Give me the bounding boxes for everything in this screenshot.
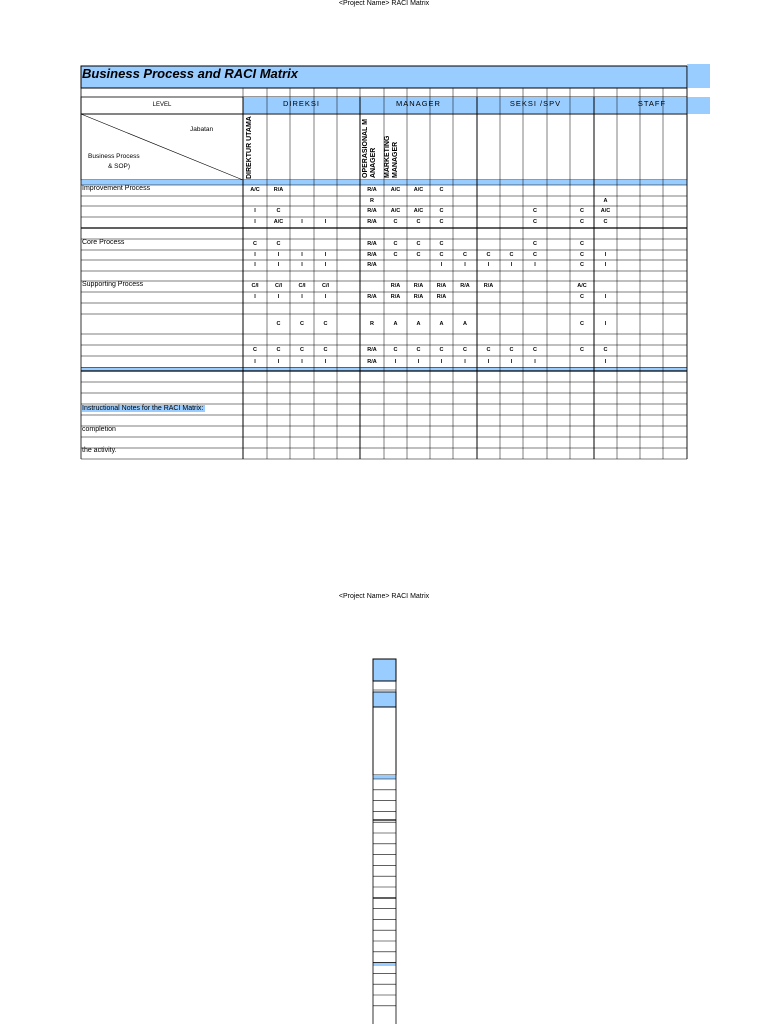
raci-cell: R/A <box>367 347 377 353</box>
raci-cell: C <box>393 241 398 247</box>
raci-cell: I <box>604 262 607 268</box>
raci-cell: I <box>534 262 536 268</box>
group-seksi: SEKSI /SPV <box>509 99 562 108</box>
raci-cell: C <box>603 347 608 353</box>
raci-cell: C <box>439 187 444 193</box>
raci-cell: C <box>300 347 304 353</box>
raci-cell: A/C <box>273 219 284 225</box>
raci-cell: C <box>533 347 537 353</box>
notes-completion: completion <box>82 426 116 433</box>
raci-cell: C <box>580 241 584 247</box>
raci-cell: I <box>324 219 327 225</box>
raci-cell: I <box>301 359 303 365</box>
raci-cell: A <box>393 321 398 327</box>
page-header-bottom: <Project Name> RACI Matrix <box>338 593 430 600</box>
raci-cell: C <box>393 347 398 353</box>
raci-cell: C <box>439 347 444 353</box>
raci-cell: C <box>486 252 491 258</box>
raci-cell: I <box>277 262 280 268</box>
page2-group-header <box>373 692 396 707</box>
group-manager: MANAGER <box>396 99 441 108</box>
raci-cell: C <box>509 347 514 353</box>
raci-cell: C <box>323 321 328 327</box>
raci-cell: C <box>580 347 584 353</box>
raci-cell: I <box>277 252 280 258</box>
section-improvement: Improvement Process <box>82 185 151 192</box>
role-operasional-manager: OPERASIONAL MANAGER <box>362 119 377 178</box>
raci-cell: C <box>416 252 421 258</box>
diagonal-line <box>81 114 243 180</box>
raci-cell: A <box>416 321 421 327</box>
raci-cell: C <box>533 219 537 225</box>
role-marketing-manager: MARKETING MANAGER <box>384 135 399 178</box>
raci-cell: I <box>487 262 490 268</box>
page-title: Business Process and RACI Matrix <box>82 66 299 81</box>
raci-cell: A/C <box>390 187 401 193</box>
group-staff: STAFF <box>637 99 667 108</box>
raci-cell: I <box>487 359 490 365</box>
raci-cell: R/A <box>367 208 377 214</box>
raci-cell: C <box>509 252 514 258</box>
raci-cell: A <box>463 321 467 327</box>
raci-cell: R/A <box>483 283 494 289</box>
raci-cell: C <box>486 347 491 353</box>
raci-cell: I <box>254 294 256 300</box>
raci-cell: A <box>439 321 444 327</box>
raci-cell: R/A <box>367 262 377 268</box>
raci-cell: C <box>580 321 584 327</box>
raci-cell: C <box>580 262 584 268</box>
raci-cell: C/I <box>274 283 283 289</box>
raci-cell: R/A <box>390 283 401 289</box>
raci-cell: R/A <box>413 283 424 289</box>
raci-cell: C <box>463 252 467 258</box>
raci-cell: C <box>276 321 281 327</box>
raci-cell: I <box>604 359 607 365</box>
raci-cell: C <box>276 347 281 353</box>
raci-cell: I <box>301 252 303 258</box>
raci-cell: C <box>439 252 444 258</box>
raci-cell: I <box>254 219 256 225</box>
raci-cell: I <box>394 359 397 365</box>
page2-separator <box>373 775 396 779</box>
raci-cell: C/I <box>251 283 259 289</box>
raci-cell: R/A <box>460 283 470 289</box>
raci-cell: C <box>276 208 281 214</box>
raci-cell: A/C <box>250 187 260 193</box>
raci-cell: I <box>440 359 443 365</box>
raci-cell: I <box>464 359 466 365</box>
raci-cell: R/A <box>390 294 401 300</box>
raci-cell: A/C <box>413 187 424 193</box>
raci-cell: R/A <box>367 359 377 365</box>
raci-cell: C <box>533 208 537 214</box>
raci-cell: A/C <box>577 283 587 289</box>
raci-cell: I <box>324 294 327 300</box>
raci-cell: R/A <box>367 187 377 193</box>
raci-cell: C <box>300 321 304 327</box>
raci-cell: I <box>254 208 256 214</box>
raci-cell: C <box>603 219 608 225</box>
raci-cell: R/A <box>436 294 447 300</box>
raci-cell: C <box>533 252 537 258</box>
raci-cell: R <box>370 321 374 327</box>
notes-title: Instructional Notes for the RACI Matrix: <box>82 405 204 412</box>
level-label: LEVEL <box>152 102 172 108</box>
raci-cell: I <box>277 359 280 365</box>
raci-cell: C <box>416 241 421 247</box>
group-direksi: DIREKSI <box>282 99 320 108</box>
page2-header-box <box>373 707 396 775</box>
raci-cell: I <box>324 359 327 365</box>
raci-cell: A/C <box>413 208 424 214</box>
raci-cell: I <box>604 294 607 300</box>
business-process-label: Business Process <box>88 153 140 160</box>
raci-cell: I <box>301 262 303 268</box>
raci-cell: R/A <box>367 252 377 258</box>
page-header-top: <Project Name> RACI Matrix <box>338 0 430 7</box>
raci-cell: C <box>416 219 421 225</box>
raci-cell: C <box>463 347 467 353</box>
raci-cell: I <box>301 219 303 225</box>
raci-cell: C <box>580 294 584 300</box>
raci-cell: I <box>254 359 256 365</box>
raci-cell: I <box>254 252 256 258</box>
raci-cell: R/A <box>273 187 284 193</box>
raci-cell: I <box>604 321 607 327</box>
raci-cell: C <box>416 347 421 353</box>
role-direktur-utama: DIREKTUR UTAMA <box>246 116 253 179</box>
page2-title-bar <box>373 659 396 681</box>
raci-cell: I <box>534 359 536 365</box>
raci-cell: R/A <box>413 294 424 300</box>
raci-cell: C <box>323 347 328 353</box>
raci-cell: C <box>253 241 257 247</box>
jabatan-label: Jabatan <box>190 126 214 133</box>
section-supporting: Supporting Process <box>82 281 144 288</box>
raci-cell: C/I <box>321 283 330 289</box>
sop-label: & SOP) <box>108 163 131 170</box>
raci-cell: C <box>580 252 584 258</box>
raci-cell: I <box>510 262 513 268</box>
raci-cell: C <box>276 241 281 247</box>
section-core: Core Process <box>82 239 125 246</box>
raci-cell: R/A <box>367 294 377 300</box>
raci-cell: A/C <box>600 208 611 214</box>
raci-cell: I <box>440 262 443 268</box>
raci-cell: I <box>254 262 256 268</box>
title-bar-extension <box>687 64 710 88</box>
raci-cell: R <box>370 198 374 204</box>
raci-cell: C <box>253 347 257 353</box>
raci-cell: I <box>464 262 466 268</box>
raci-cell: I <box>324 262 327 268</box>
raci-cell: C <box>393 219 398 225</box>
raci-cell: I <box>277 294 280 300</box>
raci-cell: C <box>580 219 584 225</box>
raci-cell: I <box>510 359 513 365</box>
raci-cell: C <box>393 252 398 258</box>
raci-cell: C <box>533 241 537 247</box>
raci-cell: C <box>580 208 584 214</box>
raci-cell: C <box>439 219 444 225</box>
page2-band <box>373 963 396 966</box>
notes-activity: the activity. <box>82 447 117 454</box>
raci-cell: I <box>417 359 420 365</box>
raci-cell: R/A <box>367 241 377 247</box>
raci-cell: C/I <box>298 283 306 289</box>
raci-cell: C <box>439 208 444 214</box>
raci-cell: A <box>603 198 608 204</box>
raci-cell: A/C <box>390 208 401 214</box>
raci-cell: I <box>301 294 303 300</box>
raci-cell: C <box>439 241 444 247</box>
raci-cell: R/A <box>367 219 377 225</box>
raci-cell: I <box>324 252 327 258</box>
raci-cell: I <box>604 252 607 258</box>
raci-cell: R/A <box>436 283 447 289</box>
